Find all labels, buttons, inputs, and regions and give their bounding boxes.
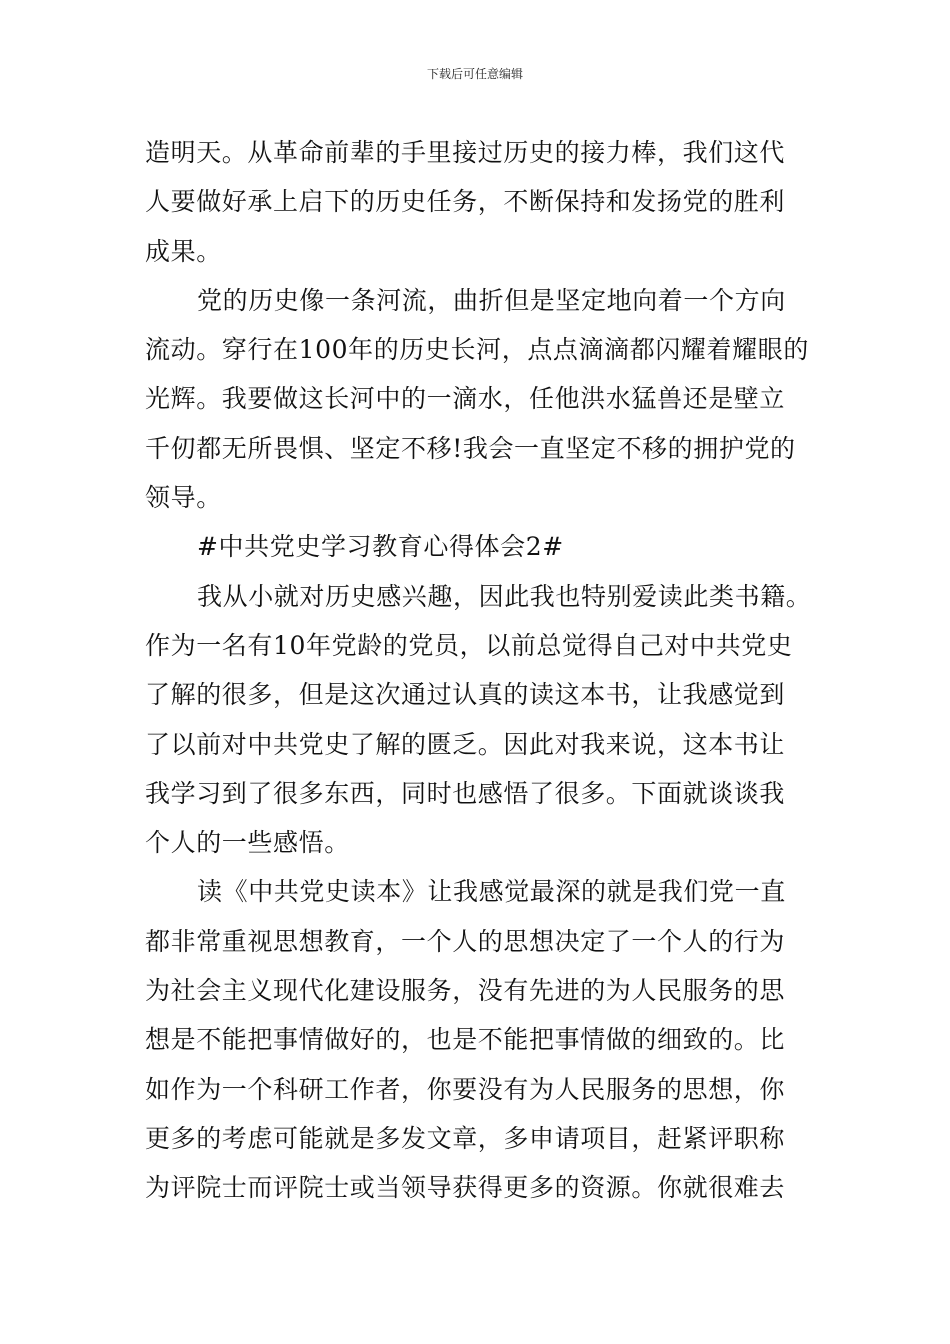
text-line: 了解的很多，但是这次通过认真的读这本书，让我感觉到 (145, 680, 786, 710)
text-line: 个人的一些感悟。 (145, 828, 350, 858)
section-heading: #中共党史学习教育心得体会2# (197, 532, 564, 562)
text-line: 造明天。从革命前辈的手里接过历史的接力棒，我们这代 (145, 138, 786, 167)
text-line: 为评院士而评院士或当领导获得更多的资源。你就很难去 (145, 1173, 786, 1203)
text-line: 如作为一个科研工作者，你要没有为人民服务的思想，你 (145, 1074, 786, 1104)
text-line: 更多的考虑可能就是多发文章，多申请项目，赶紧评职称 (145, 1123, 786, 1153)
text-line: 成果。 (145, 236, 222, 266)
text-line: 想是不能把事情做好的，也是不能把事情做的细致的。比 (145, 1025, 786, 1055)
paragraph-start-line: 我从小就对历史感兴趣，因此我也特别爱读此类书籍。 (197, 581, 812, 611)
paragraph-start-line: 读《中共党史读本》让我感觉最深的就是我们党一直 (197, 877, 786, 907)
text-line: 为社会主义现代化建设服务，没有先进的为人民服务的思 (145, 976, 786, 1006)
page-header: 下载后可任意编辑 (426, 67, 523, 81)
paragraph-start-line: 党的历史像一条河流，曲折但是坚定地向着一个方向 (197, 285, 786, 315)
text-line: 光辉。我要做这长河中的一滴水，任他洪水猛兽还是壁立 (145, 384, 786, 414)
text-line: 了以前对中共党史了解的匮乏。因此对我来说，这本书让 (145, 729, 786, 759)
text-line: 领导。 (145, 483, 222, 513)
document-body (145, 128, 845, 1213)
text-line: 我学习到了很多东西，同时也感悟了很多。下面就谈谈我 (145, 778, 786, 808)
text-line: 都非常重视思想教育，一个人的思想决定了一个人的行为 (145, 926, 786, 956)
text-line: 流动。穿行在100年的历史长河，点点滴滴都闪耀着耀眼的 (145, 335, 809, 365)
text-line: 千仞都无所畏惧、坚定不移!我会一直坚定不移的拥护党的 (145, 433, 796, 463)
text-line: 人要做好承上启下的历史任务，不断保持和发扬党的胜利 (145, 187, 786, 217)
text-line: 作为一名有10年党龄的党员，以前总觉得自己对中共党史 (145, 630, 793, 660)
